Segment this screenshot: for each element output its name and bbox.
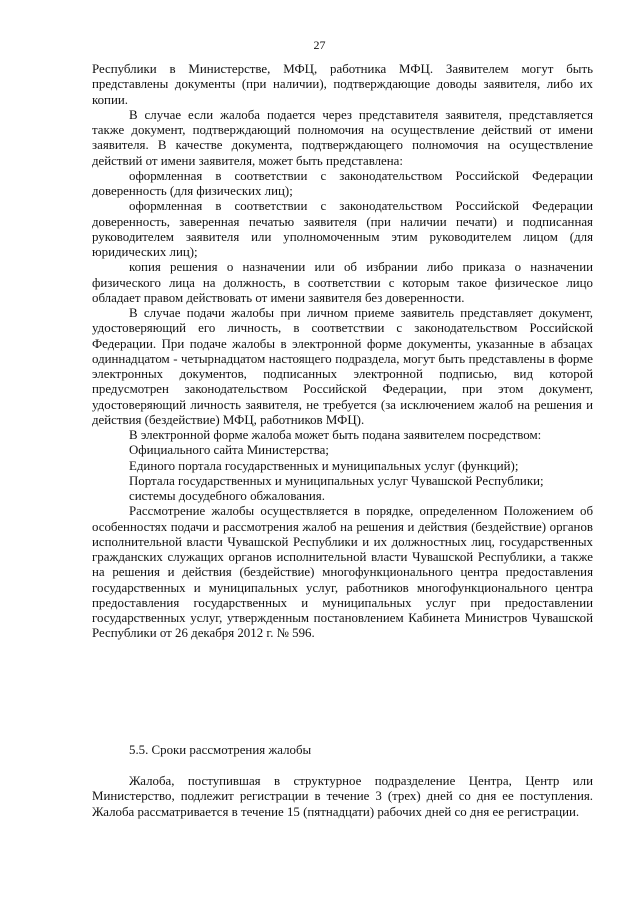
paragraph-11: системы досудебного обжалования. — [129, 489, 325, 503]
section-text — [92, 774, 593, 820]
section-paragraph: Жалоба, поступившая в структурное подразделение Центра, Центр или Министерство, подлежит регистрации в течение 3 (трех) дней со дня ее поступления. Жалоба рассматривается в течение 15 (пятнадцати) рабочих дней со дня ее регистрации. — [92, 774, 593, 819]
paragraph-4: оформленная в соответствии с законодательством Российской Федерации доверенность, заверенная печатью заявителя (при наличии печати) и подписанная руководителем заявителя или уполномоченным этим руководителем лицом (для юридических лиц); — [92, 199, 593, 259]
body-text — [92, 62, 593, 642]
paragraph-5: копия решения о назначении или об избрании либо приказа о назначении физического лица на должность, в соответствии с которым такое физическое лицо обладает правом действовать от имени заявителя без доверенности. — [92, 260, 593, 305]
paragraph-3: оформленная в соответствии с законодательством Российской Федерации доверенность (для физических лиц); — [92, 168, 593, 198]
paragraph-10: Портала государственных и муниципальных услуг Чувашской Республики; — [129, 473, 544, 488]
paragraph-7: В электронной форме жалоба может быть подана заявителем посредством: — [129, 428, 542, 442]
paragraph-6: В случае подачи жалобы при личном приеме заявитель представляет документ, удостоверяющий его личность, в соответствии с законодательством Российской Федерации. При подаче жалобы в электронной форме документы, указанные в абзацах одиннадцатом - четырнадцатом настоящего подраздела, могут быть представлены в форме электронных документов, подписанных электронной подписью, вид которой предусмотрен законодательством Российской Федерации, при этом документ, удостоверяющий личность заявителя, не требуется (за исключением жалоб на решения и действия (бездействие) МФЦ, работников МФЦ). — [92, 306, 593, 427]
paragraph-9: Единого портала государственных и муниципальных услуг (функций); — [129, 458, 519, 473]
paragraph-1: Республики в Министерстве, МФЦ, работника МФЦ. Заявителем могут быть представлены документы (при наличии), подтверждающие доводы заявителя, либо их копии. — [92, 62, 593, 107]
paragraph-2: В случае если жалоба подается через представителя заявителя, представляется также документ, подтверждающий полномочия на осуществление действий от имени заявителя. В качестве документа, подтверждающего полномочия на осуществление действий от имени заявителя, может быть представлена: — [92, 107, 593, 168]
paragraph-8: Официального сайта Министерства; — [129, 443, 329, 458]
page-number: 27 — [313, 38, 326, 52]
section-heading: 5.5. Сроки рассмотрения жалобы — [129, 743, 312, 757]
paragraph-12: Рассмотрение жалобы осуществляется в порядке, определенном Положением об особенностях подачи и рассмотрения жалоб на решения и действия (бездействие) органов исполнительной власти Чувашской Республики и их должностных лиц, государственных гражданских служащих органов исполнительной власти Чувашской Республики, а также на решения и действия (бездействие) многофункционального центра предоставления государственных и муниципальных услуг, работников многофункционального центра предоставления государственных и муниципальных услуг при предоставлении государственных услуг, утвержденным постановлением Кабинета Министров Чувашской Республики от 26 декабря 2012 г. № 596. — [92, 504, 593, 641]
